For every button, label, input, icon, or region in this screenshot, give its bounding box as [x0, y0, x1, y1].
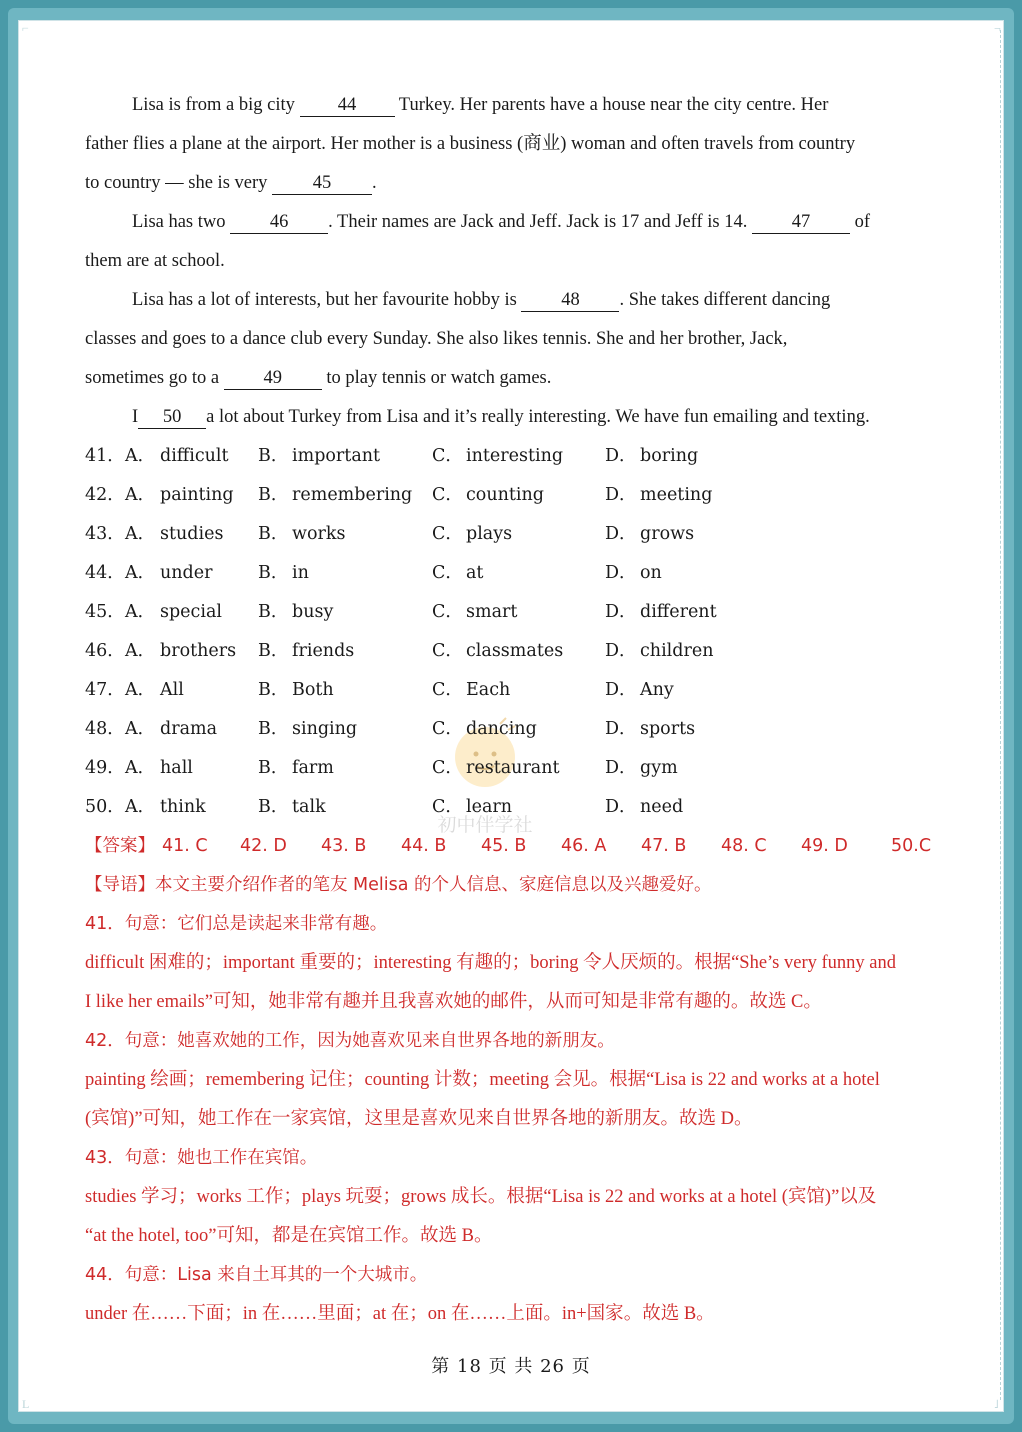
option-row: [85, 749, 940, 788]
answer-item: 47. B: [641, 836, 687, 856]
option-letter: A．: [125, 641, 156, 661]
question-number: 41．: [85, 446, 125, 466]
option-text: Each: [466, 680, 511, 700]
passage-text: to country — she is very: [85, 173, 273, 193]
option-text: works: [292, 524, 346, 544]
explanation-line: I like her emails”可知，她非常有趣并且我喜欢她的邮件，从而可知是非常有趣的。故选 C。: [85, 992, 822, 1012]
blank-44: 44: [300, 94, 395, 117]
option-letter: D．: [605, 446, 637, 466]
option-letter: C．: [432, 446, 463, 466]
option-text: remembering: [292, 485, 413, 505]
question-number: 49．: [85, 758, 125, 778]
option-letter: A．: [125, 563, 156, 583]
option-text: gym: [640, 758, 678, 778]
question-number: 46．: [85, 641, 125, 661]
option-text: children: [640, 641, 714, 661]
option-text: All: [160, 680, 184, 700]
corner-mark-icon: ⌐: [22, 21, 29, 35]
option-letter: B．: [258, 641, 289, 661]
answer-item: 45. B: [481, 836, 527, 856]
option-letter: C．: [432, 602, 463, 622]
passage-text: to play tennis or watch games.: [321, 368, 552, 388]
blank-48: 48: [521, 289, 619, 312]
answer-item: 44. B: [401, 836, 447, 856]
passage-text: . She takes different dancing: [619, 290, 831, 310]
option-text: busy: [292, 602, 334, 622]
option-letter: D．: [605, 797, 637, 817]
option-text: dancing: [466, 719, 537, 739]
explanation-line: under 在……下面；in 在……里面；at 在；on 在……上面。in+国家。故选 B。: [85, 1304, 715, 1324]
option-letter: C．: [432, 485, 463, 505]
answer-item: 49. D: [801, 836, 848, 856]
option-row: [85, 671, 940, 710]
option-text: talk: [292, 797, 326, 817]
document-content: [85, 86, 940, 1334]
option-text: hall: [160, 758, 193, 778]
passage-text: Turkey. Her parents have a house near the city centre. Her: [394, 95, 829, 115]
option-text: interesting: [466, 446, 564, 466]
explanations: [85, 905, 940, 1334]
option-letter: D．: [605, 524, 637, 544]
option-text: classmates: [466, 641, 564, 661]
blank-50: 50: [138, 406, 206, 429]
option-letter: B．: [258, 797, 289, 817]
question-number: 42．: [85, 485, 125, 505]
passage-text: a lot about Turkey from Lisa and it’s really interesting. We have fun emailing and texting.: [206, 407, 870, 427]
answer-key: [85, 827, 940, 866]
option-text: plays: [466, 524, 513, 544]
explanation-line: (宾馆)”可知，她工作在一家宾馆，这里是喜欢见来自世界各地的新朋友。故选 D。: [85, 1109, 753, 1129]
passage-text: Lisa has two: [132, 212, 231, 232]
option-letter: B．: [258, 524, 289, 544]
option-text: Both: [292, 680, 334, 700]
option-text: drama: [160, 719, 218, 739]
option-text: important: [292, 446, 381, 466]
explanation-line: 44．句意：Lisa 来自土耳其的一个大城市。: [85, 1265, 428, 1285]
option-text: Any: [640, 680, 674, 700]
passage-text: sometimes go to a: [85, 368, 224, 388]
passage-text: Lisa is from a big city: [132, 95, 300, 115]
option-text: friends: [292, 641, 355, 661]
watermark-text: 初中伴学社: [437, 814, 533, 836]
option-letter: D．: [605, 758, 637, 778]
option-letter: A．: [125, 758, 156, 778]
option-text: need: [640, 797, 684, 817]
option-letter: A．: [125, 719, 156, 739]
option-letter: C．: [432, 797, 463, 817]
answer-label: 【答案】: [85, 836, 155, 856]
option-text: learn: [466, 797, 513, 817]
option-text: difficult: [160, 446, 229, 466]
option-letter: D．: [605, 485, 637, 505]
answer-item: 48. C: [721, 836, 767, 856]
option-letter: A．: [125, 524, 156, 544]
answer-item: 43. B: [321, 836, 367, 856]
explanation-line: difficult 困难的；important 重要的；interesting 有趣的；boring 令人厌烦的。根据“She’s very funny and: [85, 953, 897, 973]
corner-mark-icon: ˩: [994, 1397, 999, 1411]
passage-line: [85, 164, 940, 203]
option-letter: C．: [432, 641, 463, 661]
option-text: think: [160, 797, 206, 817]
option-letter: A．: [125, 797, 156, 817]
option-text: special: [160, 602, 222, 622]
passage-paragraph-2: [85, 203, 940, 242]
question-number: 48．: [85, 719, 125, 739]
corner-mark-icon: L: [22, 1397, 30, 1411]
blank-49: 49: [224, 367, 322, 390]
question-number: 47．: [85, 680, 125, 700]
option-letter: D．: [605, 719, 637, 739]
option-letter: C．: [432, 758, 463, 778]
option-row: [85, 515, 940, 554]
option-text: different: [640, 602, 717, 622]
guide-text: 【导语】本文主要介绍作者的笔友 Melisa 的个人信息、家庭信息以及兴趣爱好。: [85, 875, 712, 895]
passage-line: [85, 359, 940, 398]
option-text: singing: [292, 719, 358, 739]
option-letter: C．: [432, 680, 463, 700]
option-text: boring: [640, 446, 699, 466]
option-letter: B．: [258, 680, 289, 700]
option-row: [85, 437, 940, 476]
option-text: counting: [466, 485, 544, 505]
option-row: [85, 788, 940, 827]
option-letter: B．: [258, 563, 289, 583]
passage-line: father flies a plane at the airport. Her mother is a business (商业) woman and often travels from country: [85, 134, 856, 154]
option-text: grows: [640, 524, 695, 544]
option-text: at: [466, 563, 484, 583]
answer-item: 42. D: [240, 836, 287, 856]
explanation-line: 43．句意：她也工作在宾馆。: [85, 1148, 318, 1168]
explanation-line: 41．句意：它们总是读起来非常有趣。: [85, 914, 388, 934]
passage-text: . Their names are Jack and Jeff. Jack is 17 and Jeff is 14.: [328, 212, 752, 232]
question-number: 43．: [85, 524, 125, 544]
option-row: [85, 632, 940, 671]
option-letter: B．: [258, 758, 289, 778]
option-text: under: [160, 563, 213, 583]
question-number: 45．: [85, 602, 125, 622]
passage-text: I: [132, 407, 139, 427]
option-letter: B．: [258, 719, 289, 739]
option-text: painting: [160, 485, 234, 505]
blank-47: 47: [752, 211, 850, 234]
option-letter: A．: [125, 446, 156, 466]
option-text: on: [640, 563, 662, 583]
option-text: sports: [640, 719, 696, 739]
blank-46: 46: [230, 211, 328, 234]
option-text: restaurant: [466, 758, 560, 778]
option-letter: D．: [605, 563, 637, 583]
option-row: [85, 710, 940, 749]
option-letter: D．: [605, 602, 637, 622]
corner-mark-icon: ¬: [994, 21, 1001, 35]
binding-guide-line: [1000, 30, 1001, 1400]
passage-text: of: [849, 212, 871, 232]
option-letter: A．: [125, 680, 156, 700]
explanation-line: painting 绘画；remembering 记住；counting 计数；meeting 会见。根据“Lisa is 22 and works at a hotel: [85, 1070, 880, 1090]
option-row: [85, 554, 940, 593]
option-letter: A．: [125, 485, 156, 505]
answer-item: 50.C: [891, 836, 932, 856]
question-number: 50．: [85, 797, 125, 817]
blank-45: 45: [272, 172, 372, 195]
passage-text: .: [372, 173, 377, 193]
option-letter: A．: [125, 602, 156, 622]
option-letter: C．: [432, 524, 463, 544]
option-letter: B．: [258, 602, 289, 622]
passage-text: Lisa has a lot of interests, but her favourite hobby is: [132, 290, 522, 310]
option-letter: D．: [605, 680, 637, 700]
option-text: smart: [466, 602, 518, 622]
passage-paragraph-3: [85, 281, 940, 320]
option-text: brothers: [160, 641, 237, 661]
option-letter: D．: [605, 641, 637, 661]
explanation-line: studies 学习；works 工作；plays 玩耍；grows 成长。根据“Lisa is 22 and works at a hotel (宾馆)”以及: [85, 1187, 877, 1207]
option-letter: C．: [432, 563, 463, 583]
page-footer: 第 18 页 共 26 页: [431, 1356, 591, 1377]
option-row: [85, 476, 940, 515]
answer-item: 41. C: [162, 836, 208, 856]
option-text: meeting: [640, 485, 713, 505]
question-number: 44．: [85, 563, 125, 583]
passage-line: them are at school.: [85, 251, 225, 271]
passage-line: classes and goes to a dance club every Sunday. She also likes tennis. She and her brother, Jack,: [85, 329, 788, 349]
option-letter: B．: [258, 446, 289, 466]
option-text: farm: [292, 758, 334, 778]
option-text: studies: [160, 524, 224, 544]
option-row: [85, 593, 940, 632]
options-list: [85, 437, 940, 827]
passage-paragraph-1: [85, 86, 940, 125]
option-text: in: [292, 563, 309, 583]
explanation-line: 42．句意：她喜欢她的工作，因为她喜欢见来自世界各地的新朋友。: [85, 1031, 615, 1051]
passage-paragraph-4: [85, 398, 940, 437]
option-letter: B．: [258, 485, 289, 505]
option-letter: C．: [432, 719, 463, 739]
answer-item: 46. A: [561, 836, 607, 856]
explanation-line: “at the hotel, too”可知，都是在宾馆工作。故选 B。: [85, 1226, 493, 1246]
